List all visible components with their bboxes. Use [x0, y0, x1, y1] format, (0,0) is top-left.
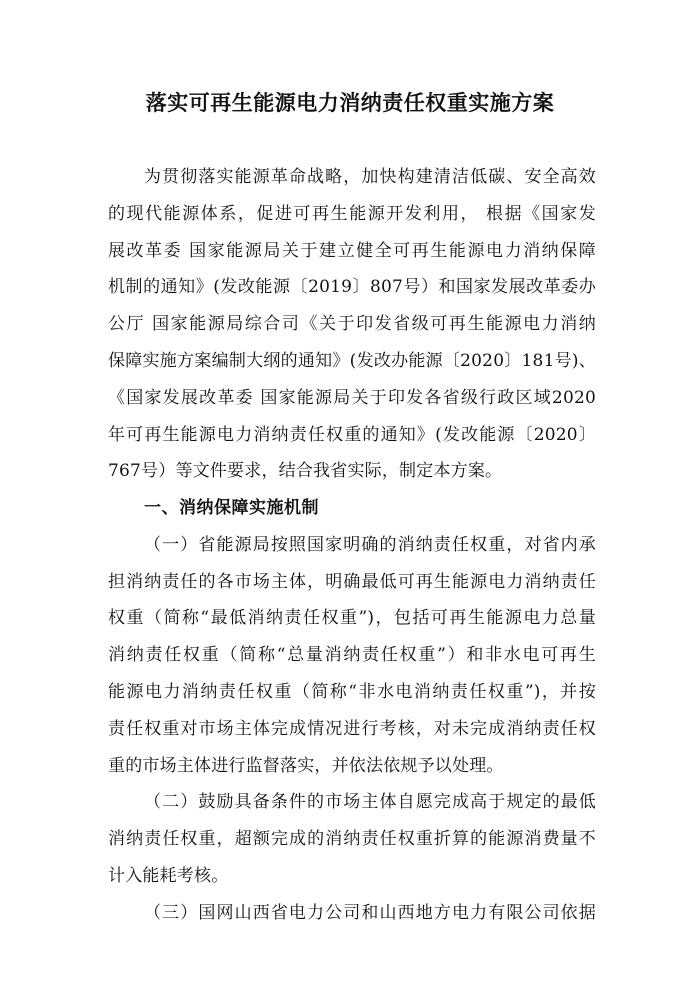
item1-line-5: 能源电力消纳责任权重（简称“非水电消纳责任权重”)，并按 — [108, 682, 596, 702]
intro-line-8: 年可再生能源电力消纳责任权重的通知》(发改能源〔2020〕 — [108, 425, 596, 445]
intro-line-5: 公厅 国家能源局综合司《关于印发省级可再生能源电力消纳 — [108, 314, 596, 334]
section-heading: 一、消纳保障实施机制 — [144, 498, 319, 518]
item2-line-3: 计入能耗考核。 — [108, 866, 229, 886]
intro-line-2: 的现代能源体系，促进可再生能源开发利用， 根据《国家发 — [108, 204, 596, 224]
item2-line-1: （二）鼓励具备条件的市场主体自愿完成高于规定的最低 — [144, 792, 596, 812]
item1-line-1: （一）省能源局按照国家明确的消纳责任权重，对省内承 — [144, 535, 596, 555]
item1-line-2: 担消纳责任的各市场主体，明确最低可再生能源电力消纳责任 — [108, 572, 596, 592]
item1-line-7: 重的市场主体进行监督落实，并依法依规予以处理。 — [108, 756, 504, 776]
intro-line-7: 《国家发展改革委 国家能源局关于印发各省级行政区域2020 — [108, 388, 596, 408]
intro-line-6: 保障实施方案编制大纲的通知》(发改办能源〔2020〕181号)、 — [108, 351, 596, 371]
intro-line-3: 展改革委 国家能源局关于建立健全可再生能源电力消纳保障 — [108, 241, 596, 261]
item3-line-1: （三）国网山西省电力公司和山西地方电力有限公司依据 — [144, 903, 596, 923]
item1-line-3: 权重（简称“最低消纳责任权重”)，包括可再生能源电力总量 — [108, 608, 596, 628]
intro-line-9: 767号）等文件要求，结合我省实际，制定本方案。 — [108, 461, 503, 481]
document-title: 落实可再生能源电力消纳责任权重实施方案 — [145, 91, 555, 115]
item1-line-6: 责任权重对市场主体完成情况进行考核，对未完成消纳责任权 — [108, 719, 596, 739]
intro-line-1: 为贯彻落实能源革命战略，加快构建清洁低碳、安全高效 — [144, 167, 596, 187]
item2-line-2: 消纳责任权重，超额完成的消纳责任权重折算的能源消费量不 — [108, 829, 596, 849]
item1-line-4: 消纳责任权重（简称“总量消纳责任权重”）和非水电可再生 — [108, 645, 596, 665]
intro-line-4: 机制的通知》(发改能源〔2019〕807号）和国家发展改革委办 — [108, 277, 596, 297]
